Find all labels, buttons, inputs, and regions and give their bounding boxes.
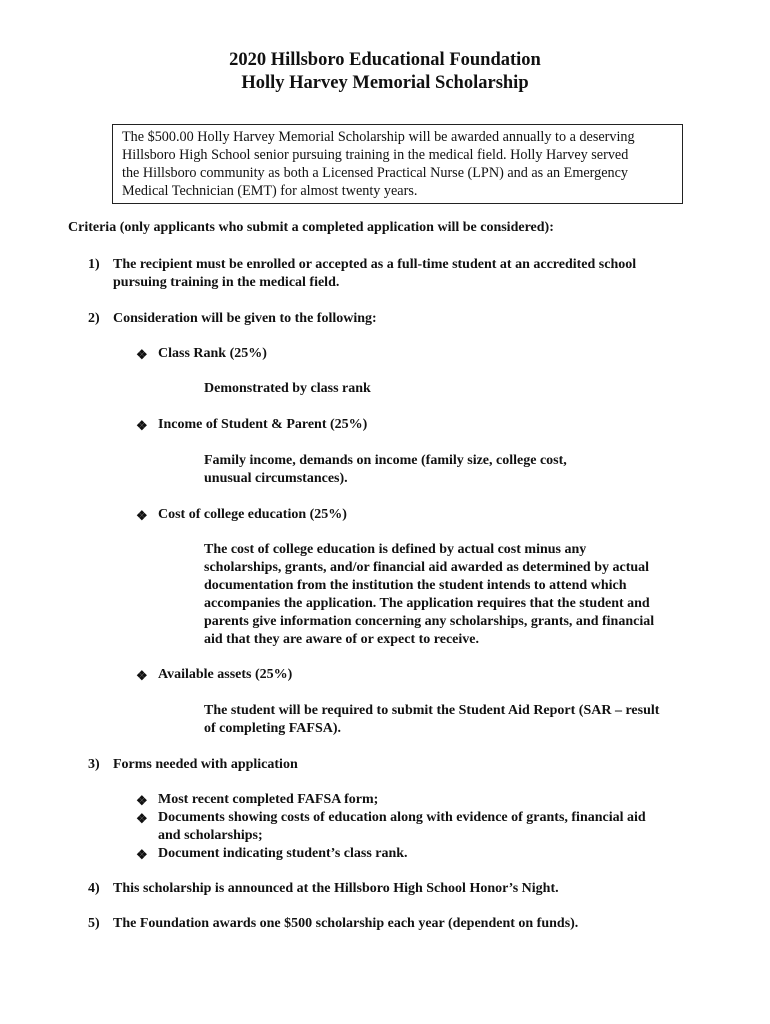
item-number: 2) bbox=[88, 311, 100, 326]
factor-desc bbox=[204, 702, 659, 738]
item-line: pursuing training in the medical field. bbox=[113, 275, 340, 290]
criteria-heading: Criteria (only applicants who submit a completed application will be considered): bbox=[68, 220, 554, 235]
item-number: 5) bbox=[88, 916, 100, 931]
item-text: The Foundation awards one $500 scholarship each year (dependent on funds). bbox=[113, 916, 579, 931]
item-number: 3) bbox=[88, 757, 100, 772]
form-line: Document indicating student’s class rank. bbox=[158, 846, 408, 861]
form-item bbox=[158, 845, 408, 863]
intro-line: Medical Technician (EMT) for almost twenty years. bbox=[122, 183, 418, 199]
page-title: 2020 Hillsboro Educational Foundation bbox=[229, 50, 541, 70]
item-text: This scholarship is announced at the Hillsboro High School Honor’s Night. bbox=[113, 881, 559, 896]
intro-box bbox=[112, 124, 683, 204]
diamond-bullet-icon: ❖ bbox=[136, 811, 148, 826]
desc-line: scholarships, grants, and/or financial aid awarded as determined by actual bbox=[204, 560, 650, 575]
item-number: 1) bbox=[88, 257, 100, 272]
desc-line: Demonstrated by class rank bbox=[204, 381, 371, 396]
item-line: The recipient must be enrolled or accepted as a full-time student at an accredited school bbox=[113, 257, 637, 272]
diamond-bullet-icon: ❖ bbox=[136, 418, 148, 433]
factor-desc bbox=[204, 452, 567, 488]
item-text: Consideration will be given to the following: bbox=[113, 311, 377, 326]
desc-line: of completing FAFSA). bbox=[204, 721, 341, 736]
factor-desc bbox=[204, 380, 371, 398]
page-subtitle: Holly Harvey Memorial Scholarship bbox=[241, 73, 529, 93]
intro-line: The $500.00 Holly Harvey Memorial Scholarship will be awarded annually to a deserving bbox=[122, 129, 635, 145]
form-line: Documents showing costs of education along with evidence of grants, financial aid bbox=[158, 810, 646, 825]
form-item bbox=[158, 791, 378, 809]
desc-line: aid that they are aware of or expect to receive. bbox=[204, 632, 479, 647]
item-text: Forms needed with application bbox=[113, 757, 298, 772]
desc-line: The student will be required to submit the Student Aid Report (SAR – result bbox=[204, 703, 660, 718]
desc-line: unusual circumstances). bbox=[204, 471, 348, 486]
item-number: 4) bbox=[88, 881, 100, 896]
factor-label: Cost of college education (25%) bbox=[158, 507, 347, 522]
factor-label: Class Rank (25%) bbox=[158, 346, 267, 361]
form-line: and scholarships; bbox=[158, 828, 263, 843]
factor-desc bbox=[204, 541, 654, 649]
diamond-bullet-icon: ❖ bbox=[136, 847, 148, 862]
item-text bbox=[113, 256, 636, 292]
diamond-bullet-icon: ❖ bbox=[136, 508, 148, 523]
desc-line: The cost of college education is defined by actual cost minus any bbox=[204, 542, 587, 557]
intro-line: the Hillsboro community as both a Licensed Practical Nurse (LPN) and as an Emergency bbox=[122, 165, 629, 181]
diamond-bullet-icon: ❖ bbox=[136, 347, 148, 362]
form-line: Most recent completed FAFSA form; bbox=[158, 792, 379, 807]
desc-line: Family income, demands on income (family size, college cost, bbox=[204, 453, 567, 468]
desc-line: documentation from the institution the student intends to attend which bbox=[204, 578, 627, 593]
factor-label: Income of Student & Parent (25%) bbox=[158, 417, 368, 432]
diamond-bullet-icon: ❖ bbox=[136, 793, 148, 808]
factor-label: Available assets (25%) bbox=[158, 667, 293, 682]
intro-line: Hillsboro High School senior pursuing training in the medical field. Holly Harvey served bbox=[122, 147, 629, 163]
diamond-bullet-icon: ❖ bbox=[136, 668, 148, 683]
form-item bbox=[158, 809, 646, 845]
desc-line: accompanies the application. The application requires that the student and bbox=[204, 596, 650, 611]
desc-line: parents give information concerning any scholarships, grants, and financial bbox=[204, 614, 655, 629]
